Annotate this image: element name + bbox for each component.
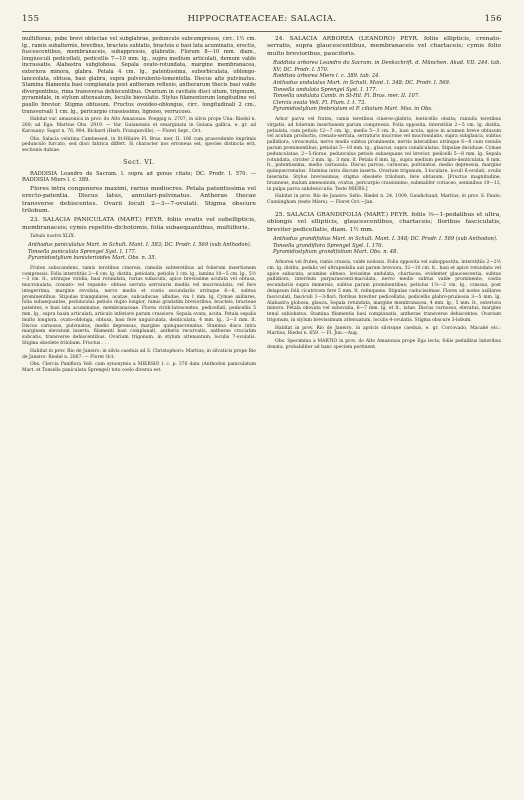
- header-rule: [22, 31, 502, 32]
- observation-paragraph: Obs. Salacia velutina Cambessed. in St-Hilaire Fl. Bras. mer. II. 106 cum praecedente imprimis pedunculo furcato, sed disci fabrica differt. Si character nos erroneus est, species distincta erit, sectionis dubiae.: [22, 136, 256, 154]
- observation-paragraph: Obs. Clercia Paniflora Vell. cum synonymis a MIERSIO l. c. p. 376 data (Anthodon paniculatum Mart. et Tonsella paniculata Sprengel) toto coelo diversa est.: [22, 362, 256, 374]
- species-heading: 24. SALACIA ARBOREA (LEANDRO) PEYR. foliis ellipticis, crenato-serratis, supra glaucescentibus, membranaceis vel chartaceis; cymis folio multo brevioribus, pauciforis.: [267, 36, 501, 57]
- habitat-paragraph: Habitat in prov. Rio de Janeiro: Sello, Riedel n. 24, 1009, Gaudichaud, Martius; in prov. S. Paulo: Cunningham (teste Miers). — Floret Oct.—Jan.: [267, 194, 501, 206]
- synonym-line: Raddisia arborea Miers l. c. 389. tab. 24.: [273, 73, 381, 80]
- species-description: Arborea vel frutex, ramis crassis, valde nodosis. Folia opposita vel suboppostita, interstitiis 2—2½ cm. lg. distita, pedalis vel ultrapedalia aut parum breviora, 32—10 cm. lt., basi et apice rotundata vel apice subacuta, acumine obtuso, levissime undulata, chartacea, evidenter glaucescentia, subtus pallidiora, interdum purpurascenti-maculata, nervo medio subtus valde prominente, costis secundariis supra immersis, subtus parum prominentibus; petiolus 1½—2 cm. lg., crassus, post delapsum folii cicatricem fere 5 mm. lt. relinquens. Stipulae caducissimae. Flores ad nodos axillares fasciculati, fasciculi 1—3-flori, floribus breviter pedicellatis, pedicellis glabro-pruinosis 3—5 mm. lg. Alabastra globosa, glauca. Sepala rotundata, margine membranacea, 4 mm. lg., 5 mm. lt., exteriora minora. Petala obovata vel subovalia, 6—7 mm. lg. et lt., latae. Discus carnosus, elevatus, margine tenui subiobatus. Stamina filamentis basi complanatis, antherae transverse dehiscentes. Ovarium trigonum, in stylum brevissimum attenuatum, loculis 4-ovulatis. Stigma obscure 3-lobum.: [267, 259, 501, 323]
- right-column: [267, 36, 501, 792]
- synonym-line: Tonsella grandiflora Sprengel Syst. I. 176.: [273, 242, 384, 249]
- synonym-line: Anthodus paniculatus Mart. in Schult. Mant. I. 383; DC. Prodr. I. 569 (sub Anthodon).: [28, 241, 252, 248]
- plate-reference: Tabula nostra XLIX.: [30, 234, 76, 240]
- synonym-line: Pyramidostylium banisterioides Mart. Obs. n. 35.: [28, 255, 157, 262]
- synonym-line: Pyramidostylium fimbriatum et P. ciliatum Mart. Mss. in Obs.: [273, 106, 433, 113]
- species-description: Arbor parva vel frutex, ramis teretibus cinereo-glabris, lenticellis obsita; ramulis teretibus virgatis, ad folierum insertionem parum compressis. Folia opposita, interstitiis 2—5 cm. lg. distita, petiolata, cum petiolo 12—7 cm. lg., medio 5—3 cm. lt., basi acuta, apice in acumen breve obtusum vel acutum productis, crenato-serrata, serraturis mucrone vel mucronulatis, supra subglauca, subtus pallidiora, viresceutia, nervo medio subtus prominente, nervis lateralibus utrinque 6—8 cum venulis parum prominentibus; petiolus 5—10 mm. lg., glaucus, supra canaliculatus. Stipulae deciduae. Cymae pedunculatae, 2—5-florae, pedunculus petiolo subaequans vel brevior, pedicelli 5—8 mm. lg. Sepala rotundata, circiter 2 mm. lg., 3 mm. lt. Petala 6 mm. lg., supra medium pectinato-denticulata, 6 mm. lt., patentissima, medio carnosula. Discus parvus, carnosus, pulvinatus, medio depressus, margine quinquecrenatus. Stamina intra discum inserta. Ovarium trigonum, 3-loculare, loculi 6-ovulati, ovulis biseriatis. Stylus brevissimus; stigma obsolete trilobum, fere obtusum. [Fructus magnitudine, brunneus, malum amenomum, ovatus, pericarpio crassissimo, submalifer coriaceo, seminibus 10—12, in pulpa parva subdesiccatis. Teste MIERS.]: [267, 116, 501, 192]
- species-heading: 25. SALACIA GRANDIFOLIA (MART.) PEYR. foliis ⅓—1-pedalibus et ultra, oblongis vel ellipticis, glaucescentibus, chartaceis; floribus fasciculatis, breviter pedicellatis, diam. 1½ mm.: [267, 211, 501, 233]
- page-number-right: 156: [484, 14, 502, 24]
- running-header: [22, 14, 502, 28]
- running-title: HIPPOCRATEACEAE: SALACIA.: [187, 14, 337, 24]
- habitat-paragraph: Habitat in prov. Rio de Janeiro: in silvis caeduis ad S. Christophoro: Martius; in silvaticis prope Rio de Janeiro: Riedel n. 2067. — Floret Oct.: [22, 348, 256, 360]
- species-heading: 23. SALACIA PANICULATA (MART.) PEYR. foliis ovatis vel subellipticis, membranaceis; cymis repetito-dichotomis, folia subaequantibus, multifloris.: [22, 217, 256, 231]
- section-diagnosis: Flores intra congeneres maximi, rarius mediocres. Petala patentissima vel erecto-patentia. Discus latus, annulari-pulvinatus. Antherae thecae transverse dehiscentes. Ovarii loculi 2—3—7-ovulati. Stigma obscure trilobum.: [22, 185, 256, 214]
- left-column: [22, 36, 256, 792]
- synonym-line: Raddisia arborea Leandro do Sacram. in Denkschrift. d. München. Akad. VII. 244. tab. XV; DC. Prodr. I. 570.: [273, 60, 501, 73]
- synonym-line: Tonsella undulata Camb. in St-Hil. Fl. Bras. mer. II. 107.: [273, 93, 420, 100]
- page-number-left: 155: [22, 14, 40, 24]
- synonym-line: Clercia ovata Vell. Fl. Flum. I. t. 73.: [273, 99, 366, 106]
- section-heading: Sect. VI.: [123, 158, 155, 166]
- synonym-line: Tonsella undulata Sprengel Syst. I. 177.: [273, 86, 378, 93]
- synonym-line: Pyramidostylium grandifolium Mart. Obs. n. 48.: [273, 249, 398, 256]
- species-description: Frutex subscandens, ramis teretibus cinereis, ramulis subteretibus ad folierum insertionem compressis. Folia interstitiis 2—6 cm. lg. distita, petiolata, petiolis 1 cm. lg., lamina 10—5 cm. lg., 5½—3 cm. lt., utrinque viridia, basi rotundata, rarius subacuta, apice brevissime acutata vel obtusa, mucronulata, crenato- vel repando- obtuse serrata serraturis mediis vel mucronulatis, vel fere integerrima, margine revoluta, nervo medio et costis secundariis utrinque 6—8, subtus prominentibus. Stipulae triangulares, acutae, subcaducae, albidae, vix 1 mm. lg. Cymae axillares, folia subaequantes, pedunculus petiolo duplo longior, ramis gradatim brevioribus, bracteis, bracteae patentes, e basi lata acuminatae, membranaceae. Flores viridi-lutescentes, pedicellati, pedicellis 5 mm. lg., supra basin articulati, articulo inferiore parum crassiore. Sepala ovata, acuta. Petala sepalis multo longiora, ovato-oblonga, obtusa, basi fere unguiculata, denticulata, 4 mm. lg., 2—3 mm. lt. Discus carnosus, pulvinatus, medio depressus, margine quinquecrenatus. Stamina disco intra marginem elevatum inserta, filamenti basi complanati, antheris recurvatis, antherae cruciatim subcatis, transverse dehiscentibus. Ovarium trigonum, in stylum attenuatum, loculis 7-ovulatis. Stigma obsolete trilobum. Fructus . . .: [22, 265, 256, 347]
- habitat-paragraph: Habitat in prov. Rio de Janeiro, in apricis silvisque caeduis, e. gr. Corcovado, Macahé etc.: Martius, Riedel n. 659. — Fl. Jun.—Aug.: [267, 325, 501, 337]
- synonym-line: Anthodus undulatus Mart. in Schult. Mant. I. 348; DC. Prodr. I. 569.: [273, 80, 451, 86]
- genus-synonymy: RADDISIA Leandro de Sacram. l. supra ad genus citato; DC. Prodr. I. 570. — RADDISIA Miers l. c. 389.: [22, 170, 256, 184]
- synonym-line: Tonsella paniculata Sprengel Syst. I. 177.: [28, 248, 137, 255]
- observation-paragraph: Obs. Specimina a MARTIO in prov. do Alto Amazonas prope Ega lecta, foliis pedalibus latioribus donata, probabiliter ad hanc speciem pertinent.: [267, 339, 501, 351]
- habitat-paragraph: Habitat var. amazonica in prov. do Alto Amazonas: Poeppig n. 2707; in silvis prope Una: Riedel n. 260; ad Ega: Martius Obs. 2919. — Var. Guianensis et emarginata in Guiana gallica, e. gr. ad Karouany: Sagot n. 76, 904, Richard (Herb. Franqueville). — Floret Sept., Oct.: [22, 117, 256, 134]
- synonym-line: Anthodus grandifolius Mart. in Schult. Mant. I. 348; DC. Prodr. I. 569 (sub Anthodon).: [273, 236, 498, 243]
- continued-description: multiflorae, pube brevi obtectae vel subglabrae, pedunculo subcompresso, circ. 1½ cm. lg., ramis subalternis, brevibus, bracteis sublatis, bracteis e basi lata acuminatis, erectis, fuscescentibus, membranaceis, subappressis, glabratis. Florum 8—10 mm. diam., longiusculi pedicellati, pedicellis 7—10 mm. lg., supra medium articulati, demum valde incrassatis. Alabastra subglobosa. Sepala ovato-rotundata, margine membranacea, exteriora minora, glabra. Petala 4 cm. lg., patentissima, suborbiculata, oblongo-lanceolata, obtusa, basi glabra, supra pulverulento-tomentella. Discus alte pulvinatus. Stamina filamenta basi complanata post antheram reflexis, antherarum thecis basi valde divergentibus, rima transversa dehiscentibus. Ovarium in cavitate disci situm, trigonum, pyramidale, in stylum attenuatum, loculis biovulatis. Stylus filamentorum longitudine vel paullo brevior. Stigma obtusum. Fructus ovoideo-oblongus, circ. longitudinali 2 cm., transversali 1 cm. lg., pericarpio crassissimo, lignoso, verrucoso.: [22, 36, 256, 115]
